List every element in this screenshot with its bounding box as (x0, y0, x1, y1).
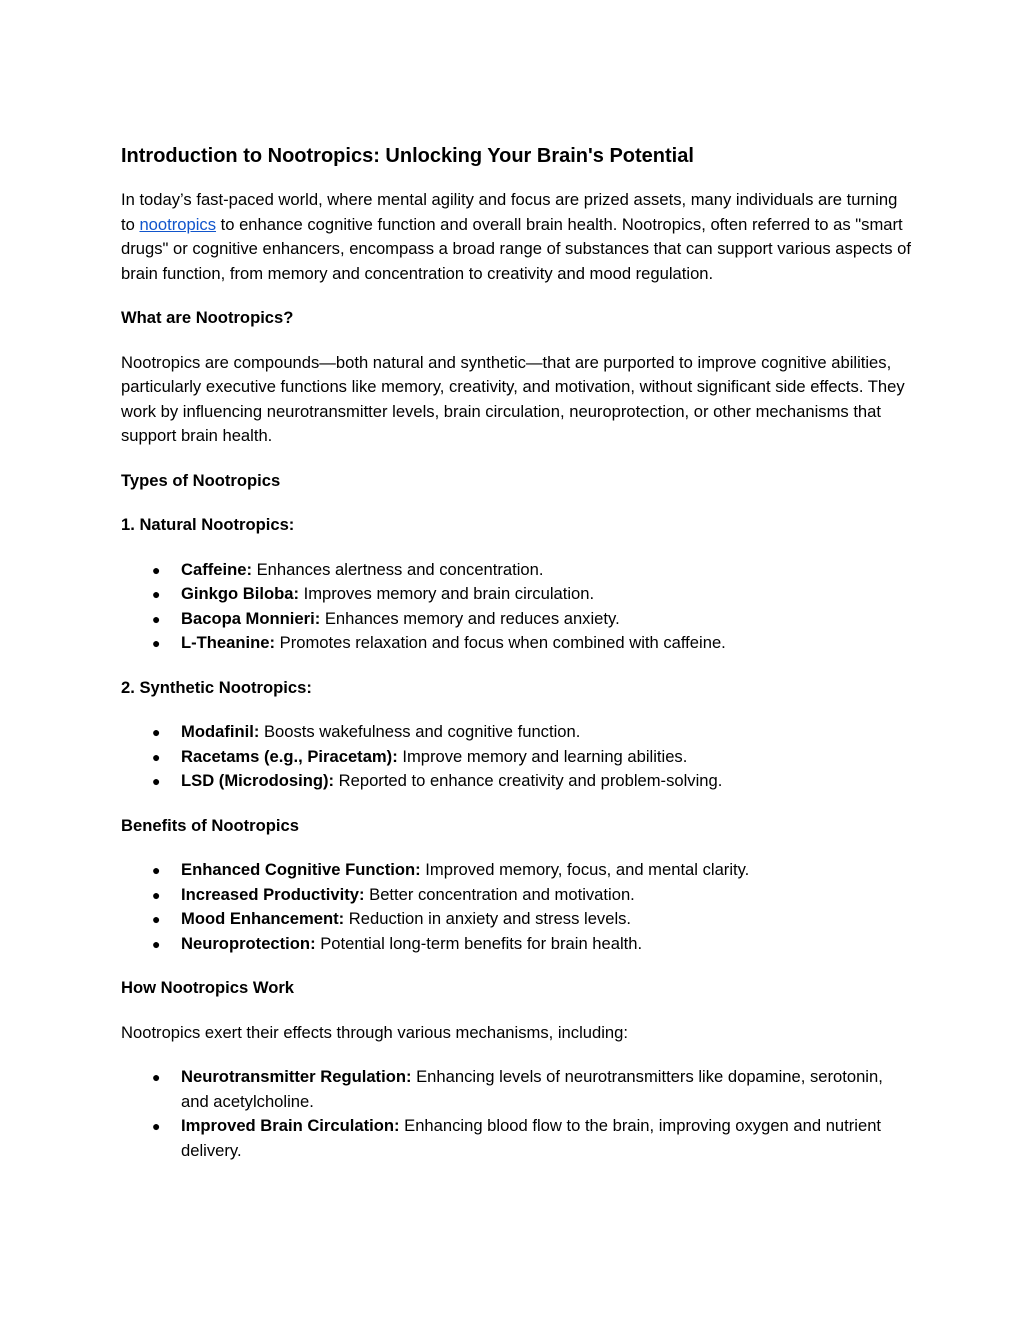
list-item-description: Enhances memory and reduces anxiety. (320, 608, 620, 628)
list-item (121, 769, 911, 794)
list-item (121, 558, 911, 583)
list-item-description: Enhancing blood flow to the brain, improving oxygen and nutrient delivery. (181, 1116, 882, 1160)
list-item-description: Promotes relaxation and focus when combined with caffeine. (275, 633, 726, 652)
list-item (121, 1114, 911, 1163)
how-heading: How Nootropics Work (121, 978, 295, 997)
list-item (121, 582, 911, 607)
bullet-icon: ● (152, 561, 161, 578)
list-item-term: Improved Brain Circulation: (181, 1116, 400, 1135)
list-item-description: Improves memory and brain circulation. (299, 584, 595, 603)
list-item-term: Enhanced Cognitive Function: (181, 860, 421, 879)
document-title: Introduction to Nootropics: Unlocking Your Brain's Potential (121, 145, 694, 167)
list-item-description: Enhances alertness and concentration. (252, 559, 544, 579)
list-item-description: Reduction in anxiety and stress levels. (344, 909, 632, 928)
types-heading: Types of Nootropics (121, 470, 281, 490)
document-page (121, 143, 911, 1183)
intro-paragraph (121, 188, 911, 286)
list-item (121, 883, 911, 908)
list-item (121, 720, 911, 745)
what-heading: What are Nootropics? (121, 308, 294, 327)
list-item-term: Ginkgo Biloba: (181, 584, 299, 603)
list-item (121, 745, 911, 770)
synthetic-heading: 2. Synthetic Nootropics: (121, 677, 312, 697)
list-item-description: Improved memory, focus, and mental clarity. (420, 860, 750, 879)
list-item (121, 607, 911, 632)
list-item (121, 631, 911, 656)
bullet-icon: ● (152, 886, 161, 903)
list-item-term: Modafinil: (181, 722, 260, 741)
synthetic-list (121, 720, 911, 794)
list-item-term: L-Theanine: (181, 633, 276, 652)
list-item (121, 907, 911, 932)
list-item-term: Neurotransmitter Regulation: (181, 1067, 412, 1086)
list-item-term: Caffeine: (181, 559, 252, 579)
bullet-icon: ● (152, 935, 161, 952)
bullet-icon: ● (152, 635, 161, 651)
nootropics-link[interactable]: nootropics (139, 214, 217, 234)
how-paragraph: Nootropics exert their effects through various mechanisms, including: (121, 1022, 628, 1042)
list-item (121, 858, 911, 883)
bullet-icon: ● (152, 1069, 161, 1085)
bullet-icon: ● (152, 911, 161, 927)
bullet-icon: ● (152, 586, 161, 602)
natural-list (121, 558, 911, 656)
bullet-icon: ● (152, 773, 161, 789)
list-item (121, 932, 911, 957)
list-item (121, 1065, 911, 1114)
list-item-term: LSD (Microdosing): (181, 771, 335, 790)
list-item-term: Bacopa Monnieri: (181, 608, 321, 628)
list-item-term: Mood Enhancement: (181, 909, 345, 928)
benefits-list (121, 858, 911, 956)
benefits-heading: Benefits of Nootropics (121, 815, 299, 835)
natural-heading: 1. Natural Nootropics: (121, 515, 295, 534)
list-item-description: Improve memory and learning abilities. (397, 746, 688, 766)
intro-text-after-link: to enhance cognitive function and overall brain health. Nootropics, often referred to as "smart drugs" or cognitive enhancers, encompass a broad range of substances that can support various aspects of brain function, from memory and concentration to creativity and mood regulation. (121, 214, 911, 283)
bullet-icon: ● (152, 862, 161, 878)
what-paragraph: Nootropics are compounds—both natural and synthetic—that are purported to improve cognitive abilities, particularly executive functions like memory, creativity, and motivation, without significant side effects. They work by influencing neurotransmitter levels, brain circulation, neuroprotection, or other mechanisms that support brain health. (121, 352, 905, 445)
bullet-icon: ● (152, 748, 161, 765)
list-item-description: Potential long-term benefits for brain health. (315, 933, 643, 953)
list-item-description: Reported to enhance creativity and problem-solving. (334, 771, 723, 790)
list-item-term: Racetams (e.g., Piracetam): (181, 746, 398, 766)
list-item-term: Increased Productivity: (181, 884, 365, 904)
list-item-term: Neuroprotection: (181, 933, 316, 953)
intro-text-before-link: In today’s fast-paced world, where mental agility and focus are prized assets, many individuals are turning to (121, 190, 898, 234)
bullet-icon: ● (152, 724, 161, 740)
bullet-icon: ● (152, 610, 161, 627)
list-item-description: Boosts wakefulness and cognitive function. (259, 722, 581, 741)
list-item-description: Enhancing levels of neurotransmitters like dopamine, serotonin, and acetylcholine. (181, 1067, 883, 1111)
how-list (121, 1065, 911, 1163)
bullet-icon: ● (152, 1118, 161, 1134)
list-item-description: Better concentration and motivation. (364, 884, 635, 904)
